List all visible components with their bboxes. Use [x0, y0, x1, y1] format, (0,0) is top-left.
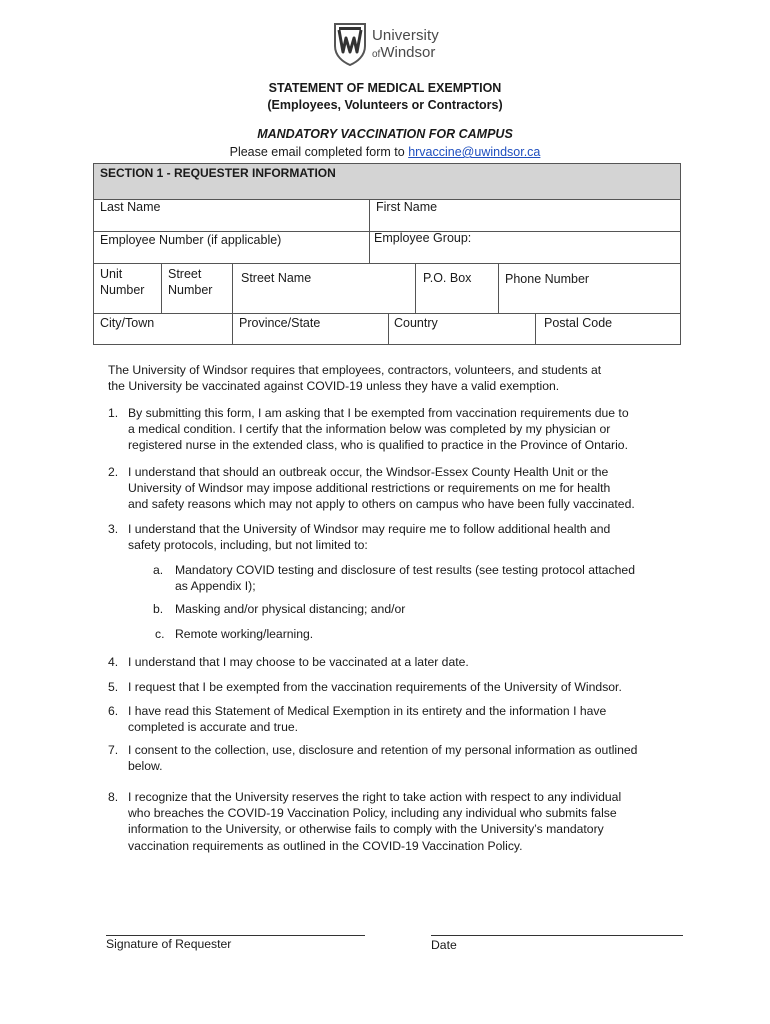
- sub-list-item: Mandatory COVID testing and disclosure of test results (see testing protocol attached as Appendix I);: [175, 563, 635, 594]
- city-field[interactable]: City/Town: [100, 316, 155, 330]
- first-name-field[interactable]: First Name: [376, 200, 438, 214]
- street-name-field[interactable]: Street Name: [241, 271, 312, 285]
- province-field[interactable]: Province/State: [239, 316, 321, 330]
- item-number: 4.: [108, 655, 119, 669]
- subitem-letter: a.: [153, 563, 164, 577]
- form-title: STATEMENT OF MEDICAL EXEMPTION: [268, 81, 502, 95]
- last-name-field[interactable]: Last Name: [100, 200, 161, 214]
- country-field[interactable]: Country: [394, 316, 438, 330]
- email-link[interactable]: hrvaccine@uwindsor.ca: [408, 145, 541, 159]
- sub-list-item: Remote working/learning.: [175, 627, 314, 641]
- signature-label: Signature of Requester: [106, 937, 232, 951]
- street-number-field[interactable]: Street Number: [168, 267, 213, 297]
- section-1-heading: SECTION 1 - REQUESTER INFORMATION: [94, 164, 680, 200]
- list-item: I recognize that the University reserves the right to take action with respect to any individual who breaches the COVID-19 Vaccination Policy, including any individual who submits false information to the University, or otherwise fails to comply with the University’s mandatory vaccination requirements as outlined in the COVID-19 Vaccination Policy.: [128, 790, 622, 853]
- item-number: 8.: [108, 790, 119, 804]
- employee-number-field[interactable]: Employee Number (if applicable): [100, 233, 282, 247]
- logo-university-text: University: [372, 27, 439, 44]
- intro-paragraph: The University of Windsor requires that employees, contractors, volunteers, and students at the University be vaccinated against COVID-19 unless they have a valid exemption.: [108, 363, 602, 394]
- phone-number-field[interactable]: Phone Number: [505, 272, 590, 286]
- list-item: I consent to the collection, use, disclosure and retention of my personal information as outlined below.: [128, 743, 638, 774]
- employee-group-field[interactable]: Employee Group:: [374, 231, 472, 245]
- po-box-field[interactable]: P.O. Box: [423, 271, 472, 285]
- postal-code-field[interactable]: Postal Code: [544, 316, 613, 330]
- list-item: By submitting this form, I am asking that I be exempted from vaccination requirements due to a medical condition. I certify that the information below was completed by my physician or registered nurse in the extended class, who is qualified to practice in the Province of Ontario.: [128, 406, 629, 453]
- email-instruction: Please email completed form to hrvaccine@uwindsor.ca: [229, 145, 541, 159]
- list-item: I understand that I may choose to be vaccinated at a later date.: [128, 655, 469, 669]
- university-logo: [332, 22, 442, 68]
- subitem-letter: b.: [153, 602, 164, 616]
- logo-windsor-text: ofWindsor: [372, 44, 436, 61]
- sub-list-item: Masking and/or physical distancing; and/or: [175, 602, 406, 616]
- date-label: Date: [431, 938, 457, 952]
- item-number: 6.: [108, 704, 119, 718]
- list-item: I have read this Statement of Medical Exemption in its entirety and the information I have completed is accurate and true.: [128, 704, 607, 735]
- shield-icon: [332, 22, 368, 66]
- mandatory-heading: MANDATORY VACCINATION FOR CAMPUS: [257, 127, 513, 141]
- item-number: 2.: [108, 465, 119, 479]
- subitem-letter: c.: [155, 627, 165, 641]
- list-item: I understand that should an outbreak occur, the Windsor-Essex County Health Unit or the University of Windsor may impose additional restrictions or requirements on me for health and safety reasons which may not apply to others on campus who have been fully vaccinated.: [128, 465, 635, 512]
- list-item: I understand that the University of Windsor may require me to follow additional health and safety protocols, including, but not limited to:: [128, 522, 611, 553]
- item-number: 3.: [108, 522, 119, 536]
- date-line[interactable]: [431, 935, 683, 936]
- unit-number-field[interactable]: Unit Number: [100, 267, 145, 297]
- item-number: 7.: [108, 743, 119, 757]
- list-item: I request that I be exempted from the vaccination requirements of the University of Windsor.: [128, 680, 622, 694]
- form-subtitle: (Employees, Volunteers or Contractors): [267, 98, 503, 112]
- item-number: 5.: [108, 680, 119, 694]
- item-number: 1.: [108, 406, 119, 420]
- requester-info-table: [93, 163, 681, 345]
